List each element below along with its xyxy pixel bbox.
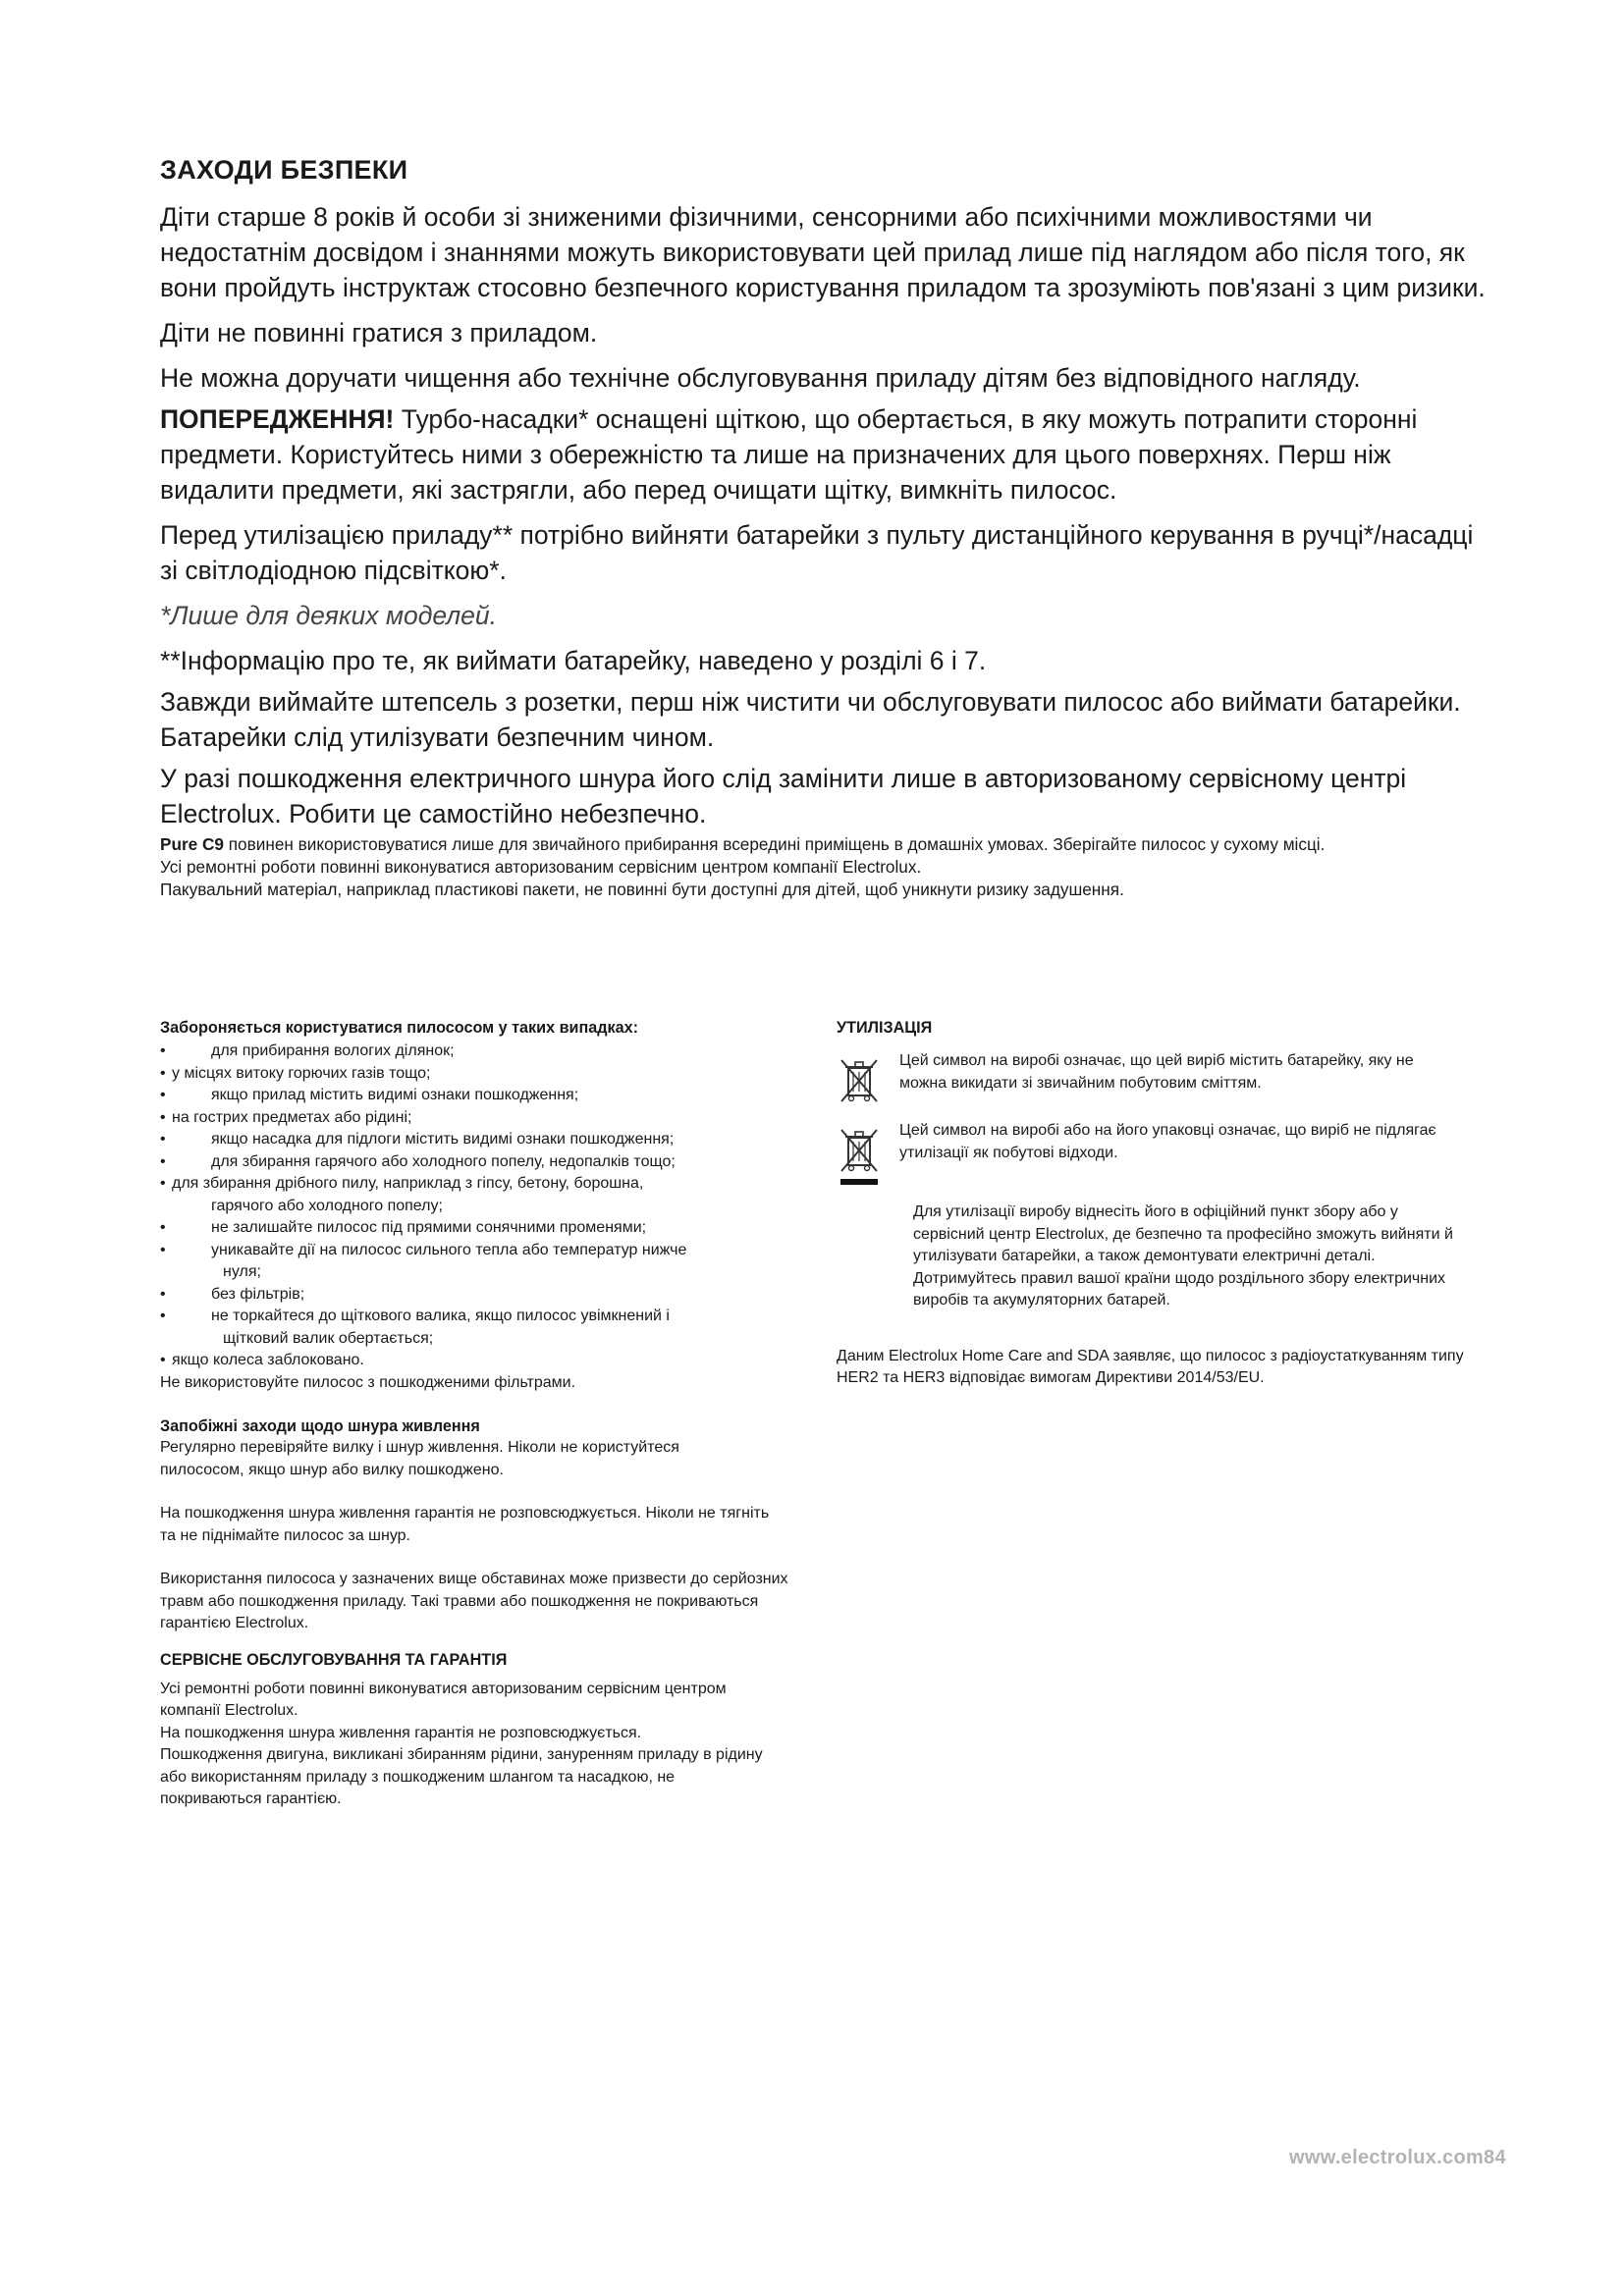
list-item: • для прибирання вологих ділянок; [160,1042,455,1059]
disposal-battery-row [837,1050,1485,1110]
warning-text: Турбо-насадки* оснащені щіткою, що обертається, в яку можуть потрапити сторонні предмети. Користуйтесь ними з обережністю та лише на призначених для цього поверхнях. Перш ніж видалити предмети, які застрягли, або перед очищати щітку, вимкніть пилосос. [160,404,1418,505]
list-item: • уникавайте дії на пилосос сильного тепла або температур нижче нуля; [160,1241,687,1280]
safety-paragraph-play: Діти не повинні гратися з приладом. [160,318,598,347]
list-item: • не торкайтеся до щіткового валика, якщо пилосос увімкнений і щітковий валик обертається; [160,1308,670,1347]
cord-damage-paragraph: У разі пошкодження електричного шнура його слід замінити лише в авторизованому сервісному центрі Electrolux. Робити це самостійно небезпечно. [160,764,1407,828]
footnote-battery-info: **Інформацію про те, як виймати батарейку, наведено у розділі 6 і 7. [160,646,987,675]
service-heading: СЕРВІСНЕ ОБСЛУГОВУВАННЯ ТА ГАРАНТІЯ [160,1650,508,1669]
crossed-bin-bar-icon [837,1126,884,1192]
safety-paragraph-children: Діти старше 8 років й особи зі зниженими фізичними, сенсорними або психічними можливостями чи недостатнім досвідом і знаннями можуть використовувати цей прилад лише під наглядом або після того, як вони пройдуть інструктаж стосовно безпечного користування приладом та зрозуміють пов'язані з цим ризики. [160,202,1486,302]
safety-heading: ЗАХОДИ БЕЗПЕКИ [160,155,408,185]
service-repair-paragraph: Усі ремонтні роботи повинні виконуватися авторизованим сервісним центром компанії Electrolux. [160,1680,727,1719]
declaration-of-conformity: Даним Electrolux Home Care and SDA заявляє, що пилосос з радіоустаткуванням типу HER2 та HER3 відповідає вимогам Директиви 2014/53/EU. [837,1347,1464,1386]
warning-label: ПОПЕРЕДЖЕННЯ! [160,404,395,434]
battery-removal-paragraph: Перед утилізацією приладу** потрібно вийняти батарейки з пульту дистанційного керування в ручці*/насадці зі світлодіодною підсвіткою*. [160,520,1474,585]
list-item: • якщо колеса заблоковано. [160,1352,364,1368]
list-item: • у місцях витоку горючих газів тощо; [160,1064,431,1082]
crossed-bin-icon [837,1056,884,1110]
safety-paragraph-cleaning: Не можна доручати чищення або технічне обслуговування приладу дітям без відповідного нагляду. [160,363,1361,393]
disposal-instructions: Для утилізації виробу віднесіть його в офіційний пункт збору або у сервісний центр Electrolux, де безпечно та професійно зможуть вийняти й утилізувати батарейки, а також демонтувати електричні деталі. Дотримуйтесь правил вашої країни щодо роздільного збору електричних виробів та акумуляторних батарей. [913,1203,1453,1308]
disposal-product-row [837,1120,1485,1192]
service-cord-paragraph: На пошкодження шнура живлення гарантія не розповсюджується. [160,1724,642,1741]
forbidden-list [160,1041,828,1372]
right-column [837,1017,1485,1390]
list-item: • якщо насадка для підлоги містить видимі ознаки пошкодження; [160,1131,675,1148]
cord-warranty-paragraph: На пошкодження шнура живлення гарантія не розповсюджується. Ніколи не тягніть та не піднімайте пилосос за шнур. [160,1505,770,1544]
disposal-battery-text: Цей символ на виробі означає, що цей виріб містить батарейку, яку не можна викидати зі звичайним побутовим сміттям. [899,1052,1414,1092]
misuse-paragraph: Використання пилососа у зазначених вище обставинах може призвести до серйозних травм або пошкодження приладу. Такі травми або пошкодження не покриваються гарантією Electrolux. [160,1571,788,1631]
usage-note [160,833,1486,856]
unplug-paragraph: Завжди виймайте штепсель з розетки, перш ніж чистити чи обслуговувати пилосос або виймати батарейки. Батарейки слід утилізувати безпечним чином. [160,687,1461,752]
forbidden-heading: Забороняється користуватися пилососом у таких випадках: [160,1019,639,1037]
packaging-note: Пакувальний матеріал, наприклад пластикові пакети, не повинні бути доступні для дітей, щоб уникнути ризику задушення. [160,880,1124,899]
list-item: • без фільтрів; [160,1285,305,1303]
list-item: • для збирання гарячого або холодного попелу, недопалків тощо; [160,1152,676,1170]
footer-url: www.electrolux.com84 [1289,2147,1506,2168]
safety-section [160,155,1486,901]
footnote-models: *Лише для деяких моделей. [160,601,498,630]
disposal-heading: УТИЛІЗАЦІЯ [837,1019,933,1037]
service-motor-paragraph: Пошкодження двигуна, викликані збиранням рідини, зануренням приладу в рідину або використанням приладу з пошкодженим шлангом та насадкою, не покриваються гарантією. [160,1746,763,1807]
list-item: • для збирання дрібного пилу, наприклад з гіпсу, бетону, борошна, гарячого або холодного попелу; [160,1175,644,1214]
model-name: Pure C9 [160,834,224,854]
disposal-product-text: Цей символ на виробі або на його упаковці означає, що виріб не підлягає утилізації як побутові відходи. [899,1122,1436,1161]
list-item: • якщо прилад містить видимі ознаки пошкодження; [160,1087,579,1103]
repair-note: Усі ремонтні роботи повинні виконуватися авторизованим сервісним центром компанії Electrolux. [160,857,922,877]
list-item: • на гострих предметах або рідині; [160,1108,412,1126]
filters-warning: Не використовуйте пилосос з пошкодженими фільтрами. [160,1373,576,1391]
left-column [160,1017,828,1811]
cord-heading: Запобіжні заходи щодо шнура живлення [160,1417,480,1435]
warning-paragraph [160,401,1486,507]
usage-note-text: повинен використовуватися лише для звичайного прибирання всередині приміщень в домашніх умовах. Зберігайте пилосос у сухому місці. [223,834,1326,854]
list-item: • не залишайте пилосос під прямими сонячними променями; [160,1219,647,1236]
cord-check-paragraph: Регулярно перевіряйте вилку і шнур живлення. Ніколи не користуйтеся пилососом, якщо шнур або вилку пошкоджено. [160,1439,679,1478]
